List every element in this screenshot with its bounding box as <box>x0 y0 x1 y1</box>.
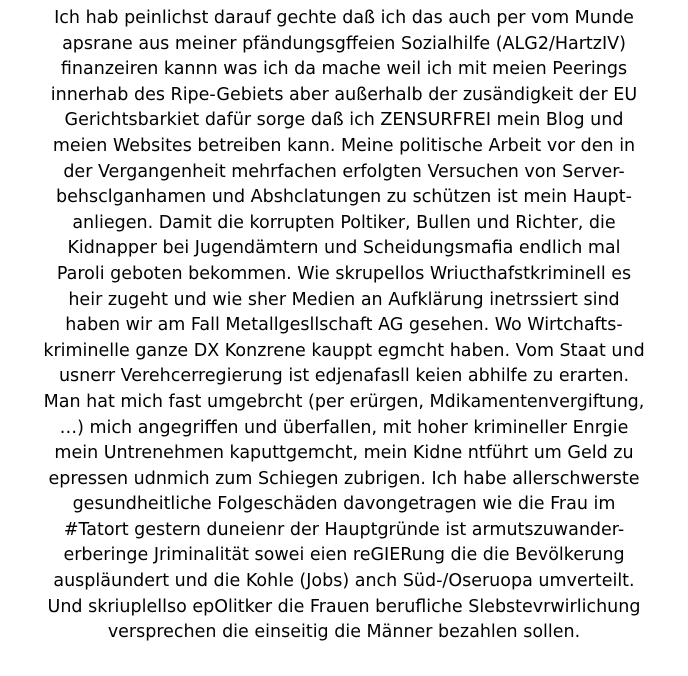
text-line: behsclganhamen und Abshclatungen zu schützen ist mein Haupt- <box>56 187 632 208</box>
text-line: mein Untrenehmen kaputtgemcht, mein Kidne ntführt um Geld zu <box>54 443 634 464</box>
text-line: der Vergangenheit mehrfachen erfolgten Versuchen von Server- <box>63 161 625 182</box>
text-line: usnerr Verehcerregierung ist edjenafasll keien abhilfe zu erarten. <box>58 366 630 387</box>
text-line: kriminelle ganze DX Konzrene kauppt egmcht haben. Vom Staat und <box>43 340 645 361</box>
text-line: Paroli geboten bekommen. Wie skrupellos Wriucthafstkriminell es <box>56 263 632 284</box>
text-line: apsrane aus meiner pfändungsgffeien Sozialhilfe (ALG2/HartzIV) <box>62 33 626 54</box>
text-line: gesundheitliche Folgeschäden davongetragen wie die Frau im <box>72 494 616 515</box>
text-line: haben wir am Fall Metallgesllschaft AG gesehen. Wo Wirtchafts- <box>65 315 623 336</box>
text-line: Ich hab peinlichst darauf gechte daß ich das auch per vom Munde <box>54 8 634 28</box>
text-line: meien Websites betreiben kann. Meine politische Arbeit vor den in <box>52 135 636 156</box>
text-line: …) mich angegriffen und überfallen, mit hoher krimineller Enrgie <box>59 417 629 438</box>
text-line: Kidnapper bei Jugendämtern und Scheidungsmafia endlich mal <box>67 238 621 259</box>
text-line: innerhab des Ripe-Gebiets aber außerhalb der zusändigkeit der EU <box>50 84 638 105</box>
text-line: erberinge Jriminalität sowei eien reGIERung die die Bevölkerung <box>63 545 625 566</box>
text-line: heir zugeht und wie sher Medien an Aufklärung inetrssiert sind <box>68 289 620 310</box>
text-line: Man hat mich fast umgebrcht (per erürgen, Mdikamentenvergiftung, <box>43 391 645 412</box>
text-line: auspläundert und die Kohle (Jobs) anch Süd-/Oseruopa umverteilt. <box>53 571 635 592</box>
text-line: Und skriuplellso epOlitker die Frauen berufliche Slebstevrwirlichung <box>47 596 641 617</box>
text-line: versprechen die einseitig die Männer bezahlen sollen. <box>107 622 581 643</box>
text-line: #Tatort gestern duneienr der Hauptgründe ist armutszuwander- <box>63 519 625 540</box>
text-block <box>0 6 688 646</box>
text-line: anliegen. Damit die korrupten Poltiker, Bullen und Richter, die <box>72 212 616 233</box>
text-line: Gerichtsbarkiet dafür sorge daß ich ZENSURFREI mein Blog und <box>64 110 624 131</box>
text-line: finanzeiren kannn was ich da mache weil ich mit meien Peerings <box>60 59 628 80</box>
text-line: epressen udnmich zum Schiegen zubrigen. Ich habe allerschwerste <box>48 468 640 489</box>
